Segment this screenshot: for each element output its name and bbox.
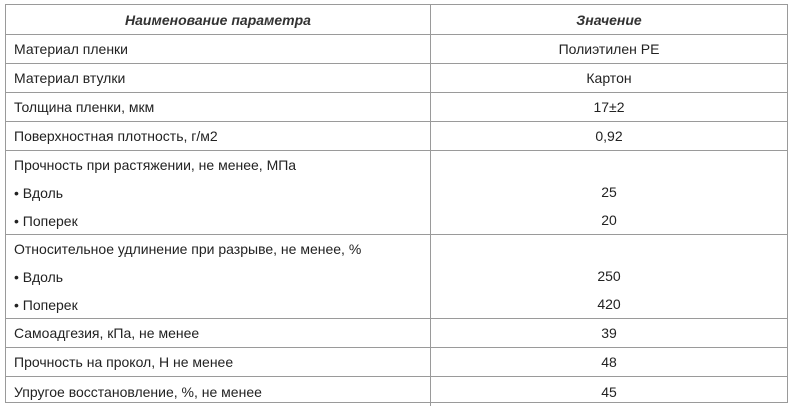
sub-param-label: • Вдоль <box>14 185 64 201</box>
sub-param-value: 25 <box>601 184 617 200</box>
parameters-table <box>5 4 788 403</box>
param-name: Упругое восстановление, %, не менее <box>14 383 262 400</box>
param-name: Относительное удлинение при разрыве, не менее, % <box>14 241 362 257</box>
table-row <box>6 64 787 93</box>
table-row <box>6 348 787 377</box>
sub-param-value: 420 <box>597 296 621 312</box>
param-value: 39 <box>601 325 617 341</box>
param-name: Прочность при растяжении, не менее, МПа <box>14 157 297 173</box>
param-value: 45 <box>601 383 617 400</box>
sub-param-value: 20 <box>601 212 617 228</box>
param-name: Поверхностная плотность, г/м2 <box>14 128 218 144</box>
param-name: Материал пленки <box>14 41 129 57</box>
table-row <box>6 35 787 64</box>
param-value: 48 <box>601 354 617 370</box>
table-row <box>6 151 787 235</box>
param-value: 0,92 <box>595 128 623 144</box>
param-value: Картон <box>586 70 632 86</box>
sub-param-label: • Поперек <box>14 213 78 229</box>
table-row <box>6 319 787 348</box>
header-param: Наименование параметра <box>6 5 431 34</box>
param-name: Толщина пленки, мкм <box>14 99 155 115</box>
header-value: Значение <box>576 11 642 28</box>
table-row <box>6 93 787 122</box>
param-value: 17±2 <box>593 99 625 115</box>
sub-param-label: • Поперек <box>14 297 78 313</box>
param-name: Прочность на прокол, Н не менее <box>14 354 234 370</box>
param-name: Самоадгезия, кПа, не менее <box>14 325 200 341</box>
sub-param-label: • Вдоль <box>14 269 64 285</box>
table-row <box>6 235 787 319</box>
param-value: Полиэтилен РЕ <box>558 41 660 57</box>
param-name: Материал втулки <box>14 70 126 86</box>
table-row <box>6 377 787 406</box>
table-header <box>6 5 787 35</box>
sub-param-value: 250 <box>597 268 621 284</box>
table-row <box>6 122 787 151</box>
